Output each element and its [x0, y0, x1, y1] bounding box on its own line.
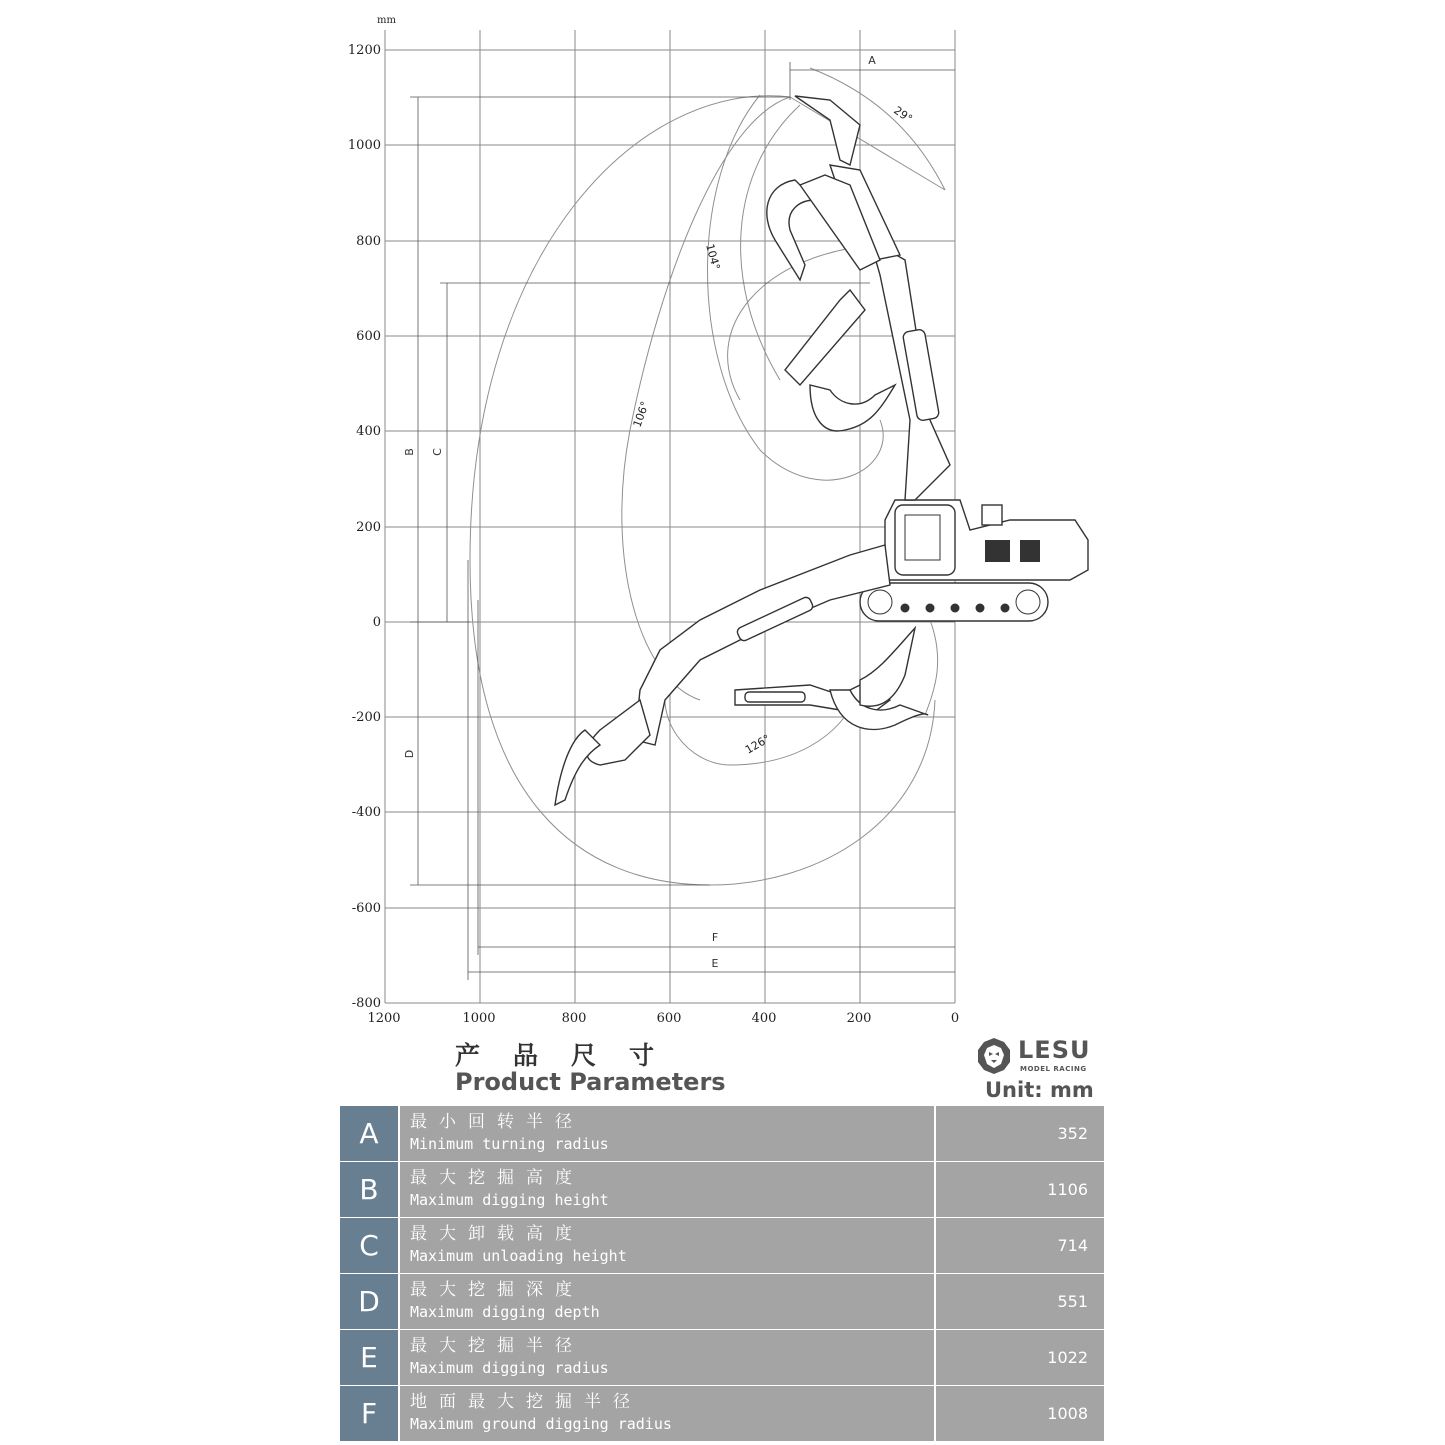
- param-name-en: Maximum digging radius: [410, 1359, 609, 1377]
- excavator-drawing: [555, 96, 1088, 805]
- dim-label-d: D: [403, 749, 416, 759]
- param-description: [400, 1386, 936, 1441]
- param-name-en: Maximum digging height: [410, 1191, 609, 1209]
- y-tick: -400: [351, 805, 381, 820]
- param-name-cn: 最大挖掘深度: [410, 1280, 584, 1300]
- y-tick: -600: [351, 901, 381, 916]
- parameter-table: [340, 1106, 1104, 1442]
- angle-label: 104°: [703, 242, 723, 272]
- y-tick: 1200: [347, 43, 381, 58]
- angle-label: 29°: [891, 103, 915, 126]
- unit-label: mm: [377, 15, 396, 26]
- dim-label-b: B: [403, 448, 416, 456]
- param-row: [340, 1274, 1104, 1329]
- y-axis-labels: [348, 43, 381, 1011]
- param-description: [400, 1218, 936, 1273]
- x-tick: 0: [950, 1011, 960, 1026]
- param-letter: B: [340, 1162, 400, 1217]
- y-tick: 1000: [347, 138, 381, 153]
- dim-label-a: A: [868, 54, 876, 67]
- param-row: [340, 1218, 1104, 1273]
- param-letter: A: [340, 1106, 400, 1161]
- param-value: 551: [936, 1274, 1104, 1329]
- grid: [385, 30, 955, 1003]
- param-value: 1022: [936, 1330, 1104, 1385]
- param-row: [340, 1106, 1104, 1161]
- x-tick: 600: [656, 1011, 682, 1026]
- param-row: [340, 1330, 1104, 1385]
- brand-logo: [974, 1036, 1104, 1076]
- x-tick: 1200: [367, 1011, 401, 1026]
- param-description: [400, 1162, 936, 1217]
- param-value: 714: [936, 1218, 1104, 1273]
- y-tick: -800: [351, 996, 381, 1011]
- params-title-cn: 产品尺寸: [455, 1041, 688, 1070]
- param-row: [340, 1386, 1104, 1441]
- param-letter: D: [340, 1274, 400, 1329]
- dim-label-f: F: [711, 931, 719, 944]
- y-tick: 800: [356, 234, 381, 249]
- y-tick: 400: [356, 424, 381, 439]
- param-row: [340, 1162, 1104, 1217]
- param-value: 1106: [936, 1162, 1104, 1217]
- y-tick: 600: [356, 329, 381, 344]
- brand-subtitle: MODEL RACING: [1020, 1065, 1087, 1073]
- x-tick: 1000: [462, 1011, 496, 1026]
- y-tick: 200: [356, 520, 381, 535]
- param-name-cn: 最小回转半径: [410, 1112, 584, 1132]
- lion-logo-icon: [974, 1036, 1014, 1076]
- param-name-cn: 最大挖掘半径: [410, 1336, 584, 1356]
- params-title-en: Product Parameters: [455, 1068, 726, 1096]
- x-tick: 800: [561, 1011, 587, 1026]
- dimension-lines: [403, 54, 955, 980]
- param-value: 352: [936, 1106, 1104, 1161]
- x-tick: 200: [846, 1011, 872, 1026]
- angle-label: 106°: [630, 399, 652, 430]
- brand-name: LESU: [1018, 1036, 1091, 1064]
- param-letter: E: [340, 1330, 400, 1385]
- y-tick: 0: [372, 615, 381, 630]
- param-description: [400, 1106, 936, 1161]
- param-value: 1008: [936, 1386, 1104, 1441]
- dim-label-c: C: [431, 448, 444, 456]
- param-name-en: Maximum ground digging radius: [410, 1415, 672, 1433]
- param-name-en: Maximum unloading height: [410, 1247, 627, 1265]
- x-axis-labels: [367, 1011, 959, 1026]
- param-description: [400, 1274, 936, 1329]
- param-name-en: Minimum turning radius: [410, 1135, 609, 1153]
- unit-label-table: Unit: mm: [985, 1078, 1094, 1102]
- param-name-en: Maximum digging depth: [410, 1303, 600, 1321]
- param-name-cn: 地面最大挖掘半径: [410, 1392, 642, 1412]
- param-description: [400, 1330, 936, 1385]
- param-letter: C: [340, 1218, 400, 1273]
- dim-label-e: E: [711, 957, 719, 970]
- working-range-arcs: [470, 68, 945, 885]
- param-name-cn: 最大卸载高度: [410, 1224, 584, 1244]
- angle-label: 126°: [743, 732, 773, 757]
- param-name-cn: 最大挖掘高度: [410, 1168, 584, 1188]
- param-letter: F: [340, 1386, 400, 1441]
- x-tick: 400: [751, 1011, 777, 1026]
- y-tick: -200: [351, 710, 381, 725]
